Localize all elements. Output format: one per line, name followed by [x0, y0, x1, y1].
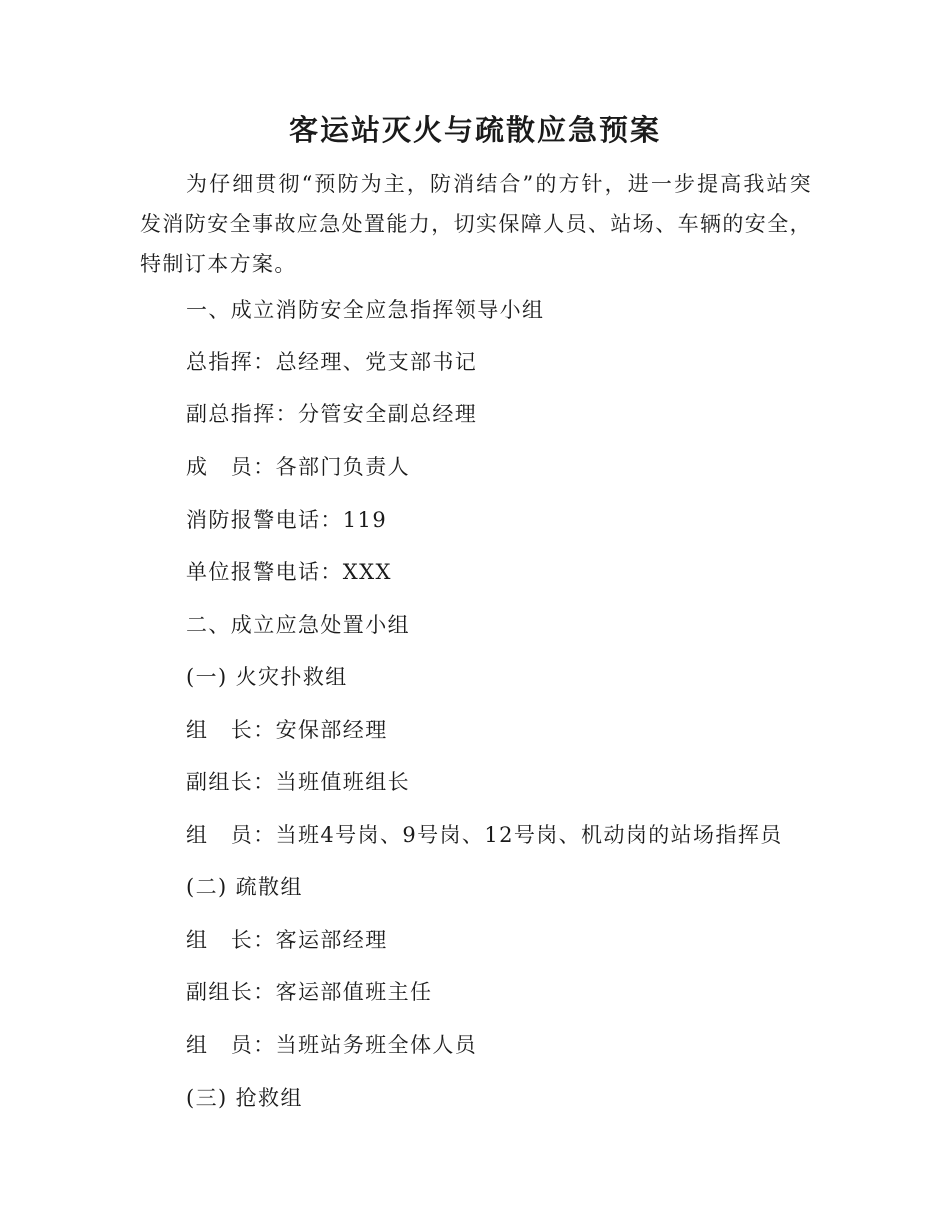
- subsection-rescue-group: (三) 抢救组: [186, 1086, 303, 1110]
- subsection-firefighting-group: (一) 火灾扑救组: [186, 665, 348, 689]
- line-firefighting-leader: 组 长：安保部经理: [186, 718, 388, 742]
- intro-paragraph: 为仔细贯彻“预防为主，防消结合”的方针，进一步提高我站突发消防安全事故应急处置能力，切实保障人员、站场、车辆的安全，特制订本方案。: [140, 172, 812, 276]
- line-unit-alarm-phone: 单位报警电话：XXX: [186, 560, 392, 584]
- document-title: 客运站灭火与疏散应急预案: [288, 113, 661, 147]
- line-commander: 总指挥：总经理、党支部书记: [186, 350, 478, 374]
- line-firefighting-deputy: 副组长：当班值班组长: [186, 770, 410, 794]
- line-firefighting-members: 组 员：当班4号岗、9号岗、12号岗、机动岗的站场指挥员: [186, 823, 783, 847]
- line-members: 成 员：各部门负责人: [186, 455, 410, 479]
- section-heading-response-groups: 二、成立应急处置小组: [186, 613, 410, 637]
- subsection-evacuation-group: (二) 疏散组: [186, 875, 303, 899]
- line-evacuation-deputy: 副组长：客运部值班主任: [186, 980, 433, 1004]
- line-deputy-commander: 副总指挥：分管安全副总经理: [186, 402, 478, 426]
- line-evacuation-members: 组 员：当班站务班全体人员: [186, 1033, 478, 1057]
- line-evacuation-leader: 组 长：客运部经理: [186, 928, 388, 952]
- section-heading-leadership: 一、成立消防安全应急指挥领导小组: [186, 298, 545, 322]
- line-fire-alarm-phone: 消防报警电话：119: [186, 508, 388, 532]
